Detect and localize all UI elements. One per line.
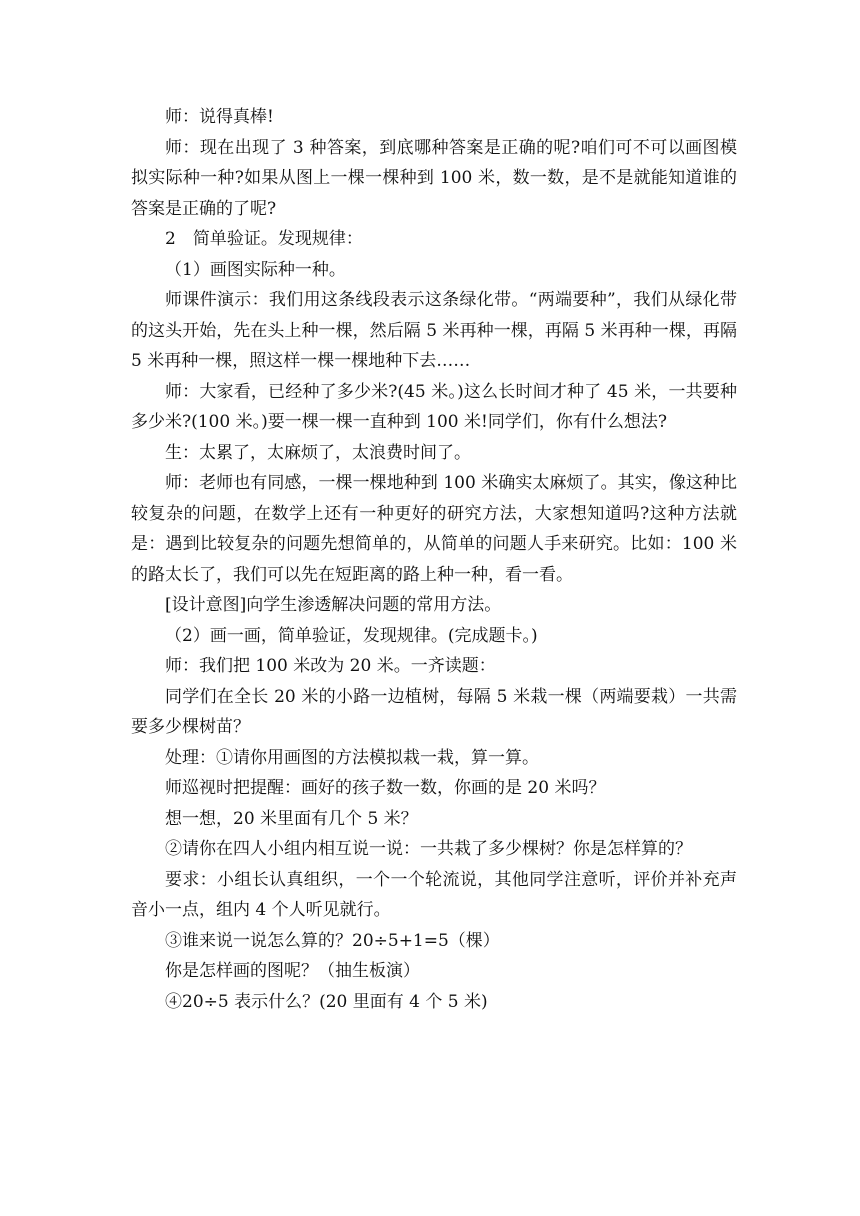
- paragraph-step-1: 处理：①请你用画图的方法模拟栽一栽，算一算。: [165, 747, 539, 768]
- paragraph-design-intent: [设计意图]向学生渗透解决问题的常用方法。: [165, 595, 502, 615]
- paragraph-think: 想一想，20 米里面有几个 5 米？: [165, 808, 418, 829]
- paragraph-step-2: ②请你在四人小组内相互说一说：一共栽了多少棵树？你是怎样算的？: [165, 839, 692, 859]
- paragraph-teacher-method: 师：老师也有同感，一棵一棵地种到 100 米确实太麻烦了。其实，像这种比较复杂的问题，在数学上还有一种更好的研究方法，大家想知道吗?这种方法就是：遇到比较复杂的问题先想简单的，从简单的问题人手来研究。比如：100 米的路太长了，我们可以先在短距离的路上种一种，看一看。: [131, 473, 737, 585]
- paragraph-drawing: 你是怎样画的图呢？（抽生板演）: [165, 961, 420, 981]
- paragraph-problem: 同学们在全长 20 米的小路一边植树，每隔 5 米栽一棵（两端要栽）一共需要多少棵树苗？: [131, 686, 737, 737]
- paragraph-teacher-change: 师：我们把 100 米改为 20 米。一齐读题：: [165, 656, 496, 676]
- paragraph-courseware-demo: 师课件演示：我们用这条线段表示这条绿化带。“两端要种”，我们从绿化带的这头开始，先在头上种一棵，然后隔 5 米再种一棵，再隔 5 米再种一棵，再隔 5 米再种一棵，照这样一棵一棵地种下去……: [131, 290, 743, 371]
- section-heading-verify: 2 简单验证。发现规律：: [165, 229, 363, 249]
- paragraph-requirement: 要求：小组长认真组织，一个一个轮流说，其他同学注意听，评价并补充声音小一点，组内 4 个人听见就行。: [131, 869, 737, 920]
- paragraph-teacher-question: 师：现在出现了 3 种答案，到底哪种答案是正确的呢?咱们可不可以画图模拟实际种一种?如果从图上一棵一棵种到 100 米，数一数，是不是就能知道谁的答案是正确的了呢?: [131, 137, 737, 219]
- paragraph-teacher-praise: 师：说得真棒!: [165, 107, 274, 127]
- subheading-draw: （1）画图实际种一种。: [165, 259, 346, 280]
- document-body: [131, 102, 743, 1017]
- paragraph-teacher-look: 师：大家看，已经种了多少米?(45 米。)这么长时间才种了 45 米，一共要种多少米?(100 米。)要一棵一棵一直种到 100 米!同学们，你有什么想法?: [131, 381, 737, 432]
- paragraph-step-4: ④20÷5 表示什么？(20 里面有 4 个 5 米): [165, 991, 488, 1012]
- subheading-verify-rule: （2）画一画，简单验证，发现规律。(完成题卡。): [165, 625, 538, 646]
- paragraph-teacher-remind: 师巡视时把提醒：画好的孩子数一数，你画的是 20 米吗？: [165, 778, 606, 798]
- paragraph-student-reply: 生：太累了，太麻烦了，太浪费时间了。: [165, 442, 471, 463]
- paragraph-step-3: ③谁来说一说怎么算的？20÷5+1=5（棵）: [165, 930, 500, 951]
